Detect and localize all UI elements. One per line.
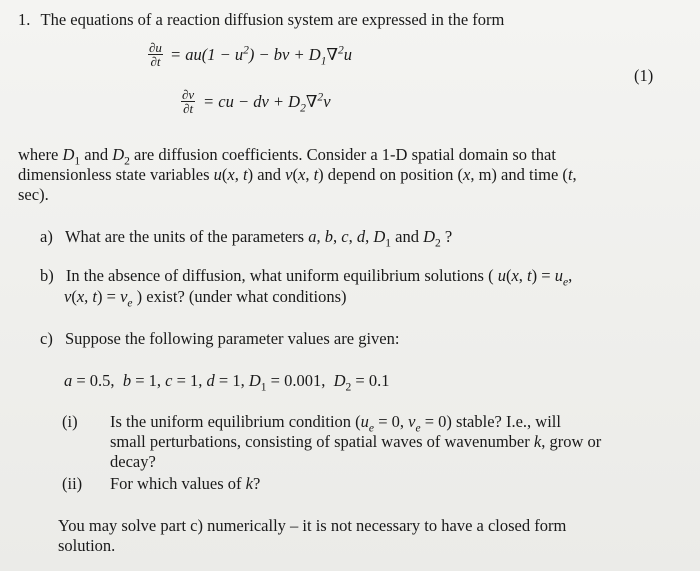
- note-line2: solution.: [58, 536, 116, 555]
- state-variables-text: dimensionless state variables: [18, 165, 210, 184]
- part-c-i-label: (i): [62, 412, 78, 431]
- part-b: b) In the absence of diffusion, what uniform equilibrium solutions ( u(x, $t) = u_e$,: [40, 266, 573, 289]
- part-c-ii-text: For which values of: [110, 474, 242, 493]
- state-variables-line: dimensionless state variables u(x, t) and v(x, t) depend on position (x, m) and time (t,: [18, 165, 577, 184]
- part-c-i-line1: Is the uniform equilibrium condition ($u_e = 0$, $v_e = 0$) stable? I.e., will: [110, 412, 561, 435]
- part-c-label: c): [40, 329, 53, 348]
- part-c-ii-line: For which values of k?: [110, 474, 261, 493]
- fraction-dv-dt: $\frac{\partial v}{\partial t}$: [182, 87, 195, 116]
- part-c-ii-label: (ii): [62, 474, 83, 493]
- part-c-i-text1: Is the uniform equilibrium condition: [110, 412, 352, 431]
- question-line-intro: [18, 10, 504, 30]
- part-c-text: Suppose the following parameter values are given:: [64, 329, 400, 348]
- equation-v: = cu − dv + $D_2\nabla^2v$: [203, 91, 331, 115]
- part-c-i-text1b: stable? I.e., will: [456, 412, 561, 431]
- part-b-line2: v(x, $t) = v_e$ ) exist? (under what conditions): [64, 287, 347, 310]
- parameter-values: a = 0.5, b = 1, c = 1, d = 1, $D_1 = 0.001$, $D_2 = 0.1$: [64, 371, 390, 394]
- part-b-label: b): [40, 266, 54, 285]
- question-number: 1.: [18, 10, 31, 29]
- part-b-text2: ) exist? (under what conditions): [136, 287, 347, 306]
- part-a-text: What are the units of the parameters: [64, 227, 305, 246]
- part-a-label: a): [40, 227, 53, 246]
- part-c: [40, 329, 399, 349]
- part-a: a) What are the units of the parameters a, b, c, d, $D_1$ and $D_2$ ?: [40, 227, 453, 250]
- part-c-i-line2: small perturbations, consisting of spatial waves of wavenumber k, grow or: [110, 432, 602, 451]
- part-c-i-text2b: , grow or: [541, 432, 602, 451]
- fraction-du-dt: $\frac{\partial u}{\partial t}$: [149, 40, 162, 69]
- equation-u: = $au(1 - u^2)$ − bv + $D_1\nabla^2u$: [170, 44, 353, 68]
- where-text: are diffusion coefficients. Consider a 1-D spatial domain so that: [134, 145, 556, 164]
- part-c-i-text2: small perturbations, consisting of spatial waves of wavenumber: [110, 432, 530, 451]
- where-line: where $D_1$ and $D_2$ are diffusion coefficients. Consider a 1-D spatial domain so that: [18, 145, 556, 168]
- note-line1: You may solve part c) numerically – it is not necessary to have a closed form: [58, 516, 567, 535]
- part-c-i-line3: decay?: [110, 452, 156, 471]
- question-intro: The equations of a reaction diffusion system are expressed in the form: [40, 10, 505, 29]
- sec-line: sec).: [18, 185, 49, 204]
- part-b-text: In the absence of diffusion, what uniform equilibrium solutions (: [65, 266, 494, 285]
- equation-number: (1): [634, 66, 654, 85]
- position-text: depend on position: [327, 165, 454, 184]
